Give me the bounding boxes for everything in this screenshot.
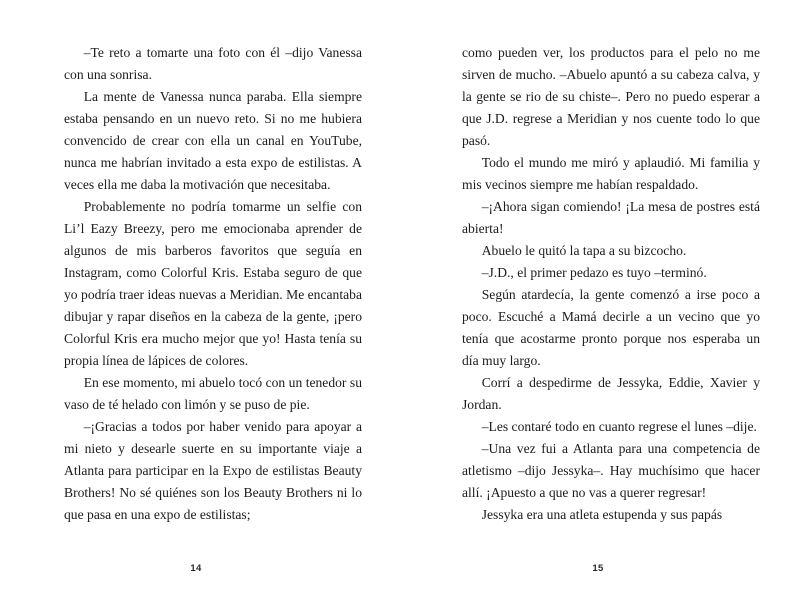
page-number-left: 14: [190, 563, 202, 574]
paragraph: –Una vez fui a Atlanta para una competencia de atletismo –dijo Jessyka–. Hay muchísimo que hacer allí. ¡Apuesto a que no vas a querer regresar!: [462, 441, 760, 500]
page-left-textblock: [64, 42, 362, 526]
paragraph: –Te reto a tomarte una foto con él –dijo Vanessa con una sonrisa.: [64, 45, 362, 82]
page-right-textblock: [462, 42, 760, 526]
paragraph: Todo el mundo me miró y aplaudió. Mi familia y mis vecinos siempre me habían respaldado.: [462, 155, 760, 192]
paragraph: La mente de Vanessa nunca paraba. Ella siempre estaba pensando en un nuevo reto. Si no me hubiera convencido de crear con ella un canal en YouTube, nunca me habrían invitado a esta expo de estilistas. A veces ella me daba la motivación que necesitaba.: [64, 89, 362, 192]
paragraph: –¡Gracias a todos por haber venido para apoyar a mi nieto y desearle suerte en su importante viaje a Atlanta para participar en la Expo de estilistas Beauty Brothers! No sé quiénes son los Beauty Brothers ni lo que pasa en una expo de estilistas;: [64, 419, 362, 522]
page-right: [400, 0, 800, 600]
page-number-right: 15: [592, 563, 604, 574]
paragraph: Jessyka era una atleta estupenda y sus papás: [481, 507, 723, 522]
paragraph: –J.D., el primer pedazo es tuyo –terminó.: [481, 265, 707, 280]
paragraph-continuation: como pueden ver, los productos para el pelo no me sirven de mucho. –Abuelo apuntó a su cabeza calva, y la gente se rio de su chiste–. Pero no puedo esperar a que J.D. regrese a Meridian y nos cuente todo lo que pasó.: [462, 45, 760, 148]
paragraph: Probablemente no podría tomarme un selfie con Li’l Eazy Breezy, pero me emocionaba aprender de algunos de mis barberos favoritos que seguía en Instagram, como Colorful Kris. Estaba seguro de que yo podría traer ideas nuevas a Meridian. Me encantaba dibujar y rapar diseños en la cabeza de la gente, ¡pero Colorful Kris era mucho mejor que yo! Hasta tenía su propia línea de lápices de colores.: [64, 199, 362, 368]
paragraph: En ese momento, mi abuelo tocó con un tenedor su vaso de té helado con limón y se puso de pie.: [64, 375, 362, 412]
paragraph: Corrí a despedirme de Jessyka, Eddie, Xavier y Jordan.: [462, 375, 760, 412]
paragraph: –Les contaré todo en cuanto regrese el lunes –dije.: [481, 419, 757, 434]
paragraph: Abuelo le quitó la tapa a su bizcocho.: [481, 243, 687, 258]
paragraph: –¡Ahora sigan comiendo! ¡La mesa de postres está abierta!: [462, 199, 760, 236]
paragraph: Según atardecía, la gente comenzó a irse poco a poco. Escuché a Mamá decirle a un vecino que yo tenía que acostarme pronto porque nos esperaba un día muy largo.: [462, 287, 760, 368]
